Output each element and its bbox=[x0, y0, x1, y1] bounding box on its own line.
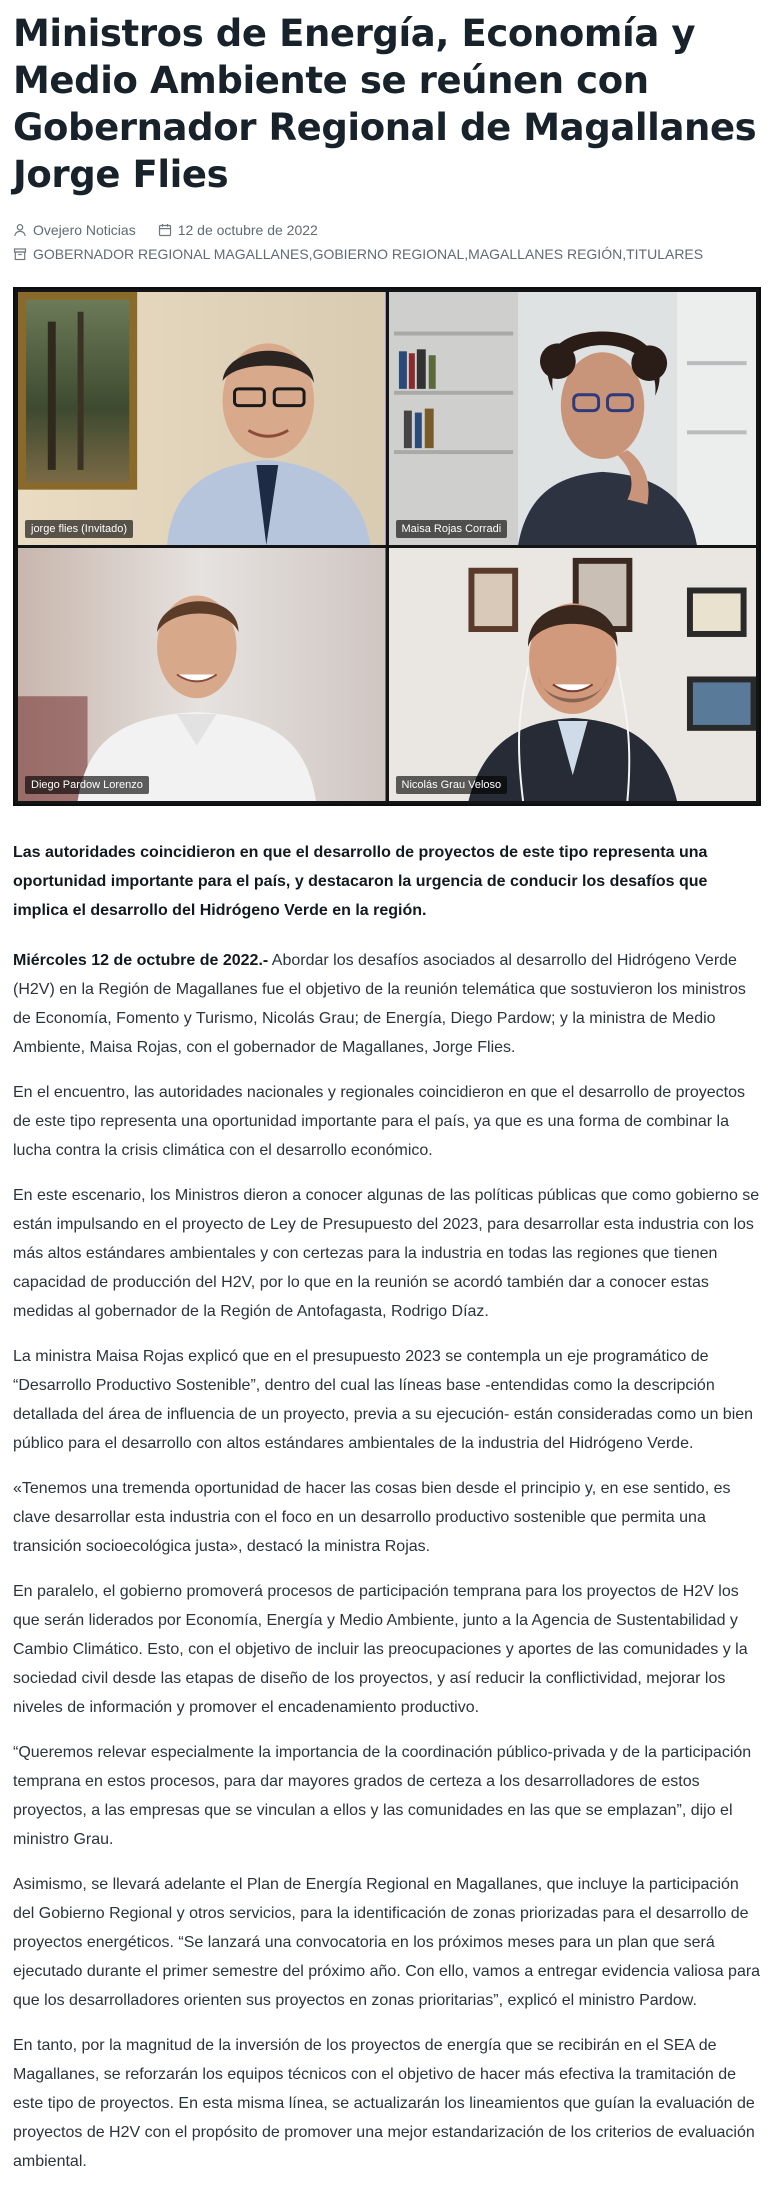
article-meta bbox=[13, 218, 761, 266]
body-paragraph-2: En el encuentro, las autoridades nacionales y regionales coincidieron en que el desarrollo de proyectos de este tipo representa una oportunidad importante para el país, ya que es una forma de combinar la lucha contra la crisis climática con el desarrollo económico. bbox=[13, 1084, 746, 1159]
participant-image bbox=[389, 548, 757, 801]
publish-date[interactable] bbox=[158, 222, 318, 238]
category-gobernador-regional-magallanes[interactable]: GOBERNADOR REGIONAL MAGALLANES bbox=[33, 246, 309, 262]
participant-image bbox=[389, 292, 757, 545]
participant-name-tag: Nicolás Grau Veloso bbox=[396, 776, 508, 794]
video-tile-diego-pardow bbox=[18, 548, 386, 801]
category-titulares[interactable]: TITULARES bbox=[626, 246, 704, 262]
category-link[interactable] bbox=[33, 246, 309, 262]
category-link[interactable] bbox=[468, 246, 622, 262]
article-title: Ministros de Energía, Economía y Medio Ambiente se reúnen con Gobernador Regional de Magallanes Jorge Flies bbox=[13, 12, 757, 196]
body-paragraph-4: La ministra Maisa Rojas explicó que en el presupuesto 2023 se contempla un eje programático de “Desarrollo Productivo Sostenible”, dentro del cual las líneas base -entendidas como la descripción detallada del área de influencia de un proyecto, previa a su ejecución- están consideradas como un bien público para el desarrollo con altos estándares ambientales de la industria del Hidrógeno Verde. bbox=[13, 1348, 754, 1452]
body-paragraph-5: «Tenemos una tremenda oportunidad de hacer las cosas bien desde el principio y, en ese sentido, es clave desarrollar esta industria con el foco en un desarrollo productivo sostenible que permita una transición socioecológica justa», destacó la ministra Rojas. bbox=[13, 1480, 731, 1555]
body-paragraph-3: En este escenario, los Ministros dieron a conocer algunas de las políticas públicas que como gobierno se están impulsando en el proyecto de Ley de Presupuesto del 2023, para desarrollar esta industria con los más altos estándares ambientales y con certezas para la industria en todas las regiones que tienen capacidad de producción del H2V, por lo que en la reunión se acordó también dar a conocer estas medidas al gobernador de la Región de Antofagasta, Rodrigo Díaz. bbox=[13, 1187, 760, 1320]
category-link[interactable] bbox=[626, 246, 703, 262]
dateline: Miércoles 12 de octubre de 2022.- bbox=[13, 952, 269, 969]
date-text: 12 de octubre de 2022 bbox=[177, 222, 318, 238]
category-separator: , bbox=[622, 246, 627, 262]
video-tile-jorge-flies bbox=[18, 292, 386, 545]
body-paragraph-1 bbox=[13, 946, 761, 1062]
article-body bbox=[13, 838, 761, 2176]
calendar-icon bbox=[158, 223, 172, 237]
category-separator: , bbox=[308, 246, 313, 262]
author-name: Ovejero Noticias bbox=[33, 222, 136, 238]
body-paragraph-9: En tanto, por la magnitud de la inversión de los proyectos de energía que se recibirán en el SEA de Magallanes, se reforzarán los equipos técnicos con el objetivo de hacer más efectiva la tramitación de este tipo de proyectos. En esta misma línea, se actualizarán los lineamientos que guían la evaluación de proyectos de H2V con el propósito de promover una mejor estandarización de los criterios de evaluación ambiental. bbox=[13, 2037, 755, 2170]
participant-name-tag: jorge flies (Invitado) bbox=[25, 520, 133, 538]
paragraph-text: Abordar los desafíos asociados al desarrollo del Hidrógeno Verde (H2V) en la Región de Magallanes fue el objetivo de la reunión telemática que sostuvieron los ministros de Economía, Fomento y Turismo, Nicolás Grau; de Energía, Diego Pardow; y la ministra de Medio Ambiente, Maisa Rojas, con el gobernador de Magallanes, Jorge Flies. bbox=[13, 952, 746, 1056]
participant-name-tag: Maisa Rojas Corradi bbox=[396, 520, 508, 538]
participant-image bbox=[18, 292, 386, 545]
video-tile-maisa-rojas bbox=[389, 292, 757, 545]
lead-paragraph: Las autoridades coincidieron en que el desarrollo de proyectos de este tipo representa una oportunidad importante para el país, y destacaron la urgencia de conducir los desafíos que implica el desarrollo del Hidrógeno Verde en la región. bbox=[13, 844, 708, 919]
category-separator: , bbox=[464, 246, 469, 262]
video-call-photo bbox=[13, 287, 761, 806]
author[interactable] bbox=[13, 222, 136, 238]
user-icon bbox=[13, 223, 27, 237]
body-paragraph-6: En paralelo, el gobierno promoverá procesos de participación temprana para los proyectos de H2V los que serán liderados por Economía, Energía y Medio Ambiente, junto a la Agencia de Sustentabilidad y Cambio Climático. Esto, con el objetivo de incluir las preocupaciones y aportes de las comunidades y la sociedad civil desde las etapas de diseño de los proyectos, y así reducir la conflictividad, mejorar los niveles de información y promover el encadenamiento productivo. bbox=[13, 1583, 748, 1716]
categories-row bbox=[13, 242, 761, 266]
meta-author-date-row bbox=[13, 218, 761, 242]
category-gobierno-regional[interactable]: GOBIERNO REGIONAL bbox=[312, 246, 465, 262]
category-magallanes-region[interactable]: MAGALLANES REGIÓN bbox=[468, 246, 623, 262]
participant-name-tag: Diego Pardow Lorenzo bbox=[25, 776, 149, 794]
folder-icon bbox=[13, 247, 27, 261]
category-link[interactable] bbox=[313, 246, 465, 262]
body-paragraph-7: “Queremos relevar especialmente la importancia de la coordinación público-privada y de la participación temprana en estos procesos, para dar mayores grados de certeza a los desarrolladores de estos proyectos, a las empresas que se vinculan a ellos y las comunidades en las que se emplazan”, dijo el ministro Grau. bbox=[13, 1744, 752, 1848]
video-tile-nicolas-grau bbox=[389, 548, 757, 801]
participant-image bbox=[18, 548, 386, 801]
body-paragraph-8: Asimismo, se llevará adelante el Plan de Energía Regional en Magallanes, que incluye la participación del Gobierno Regional y otros servicios, para la identificación de zonas priorizadas para el desarrollo de proyectos energéticos. “Se lanzará una convocatoria en los próximos meses para un plan que será ejecutado durante el primer semestre del próximo año. Con ello, vamos a entregar evidencia valiosa para que los desarrolladores orienten sus proyectos en zonas prioritarias”, explicó el ministro Pardow. bbox=[13, 1876, 761, 2009]
